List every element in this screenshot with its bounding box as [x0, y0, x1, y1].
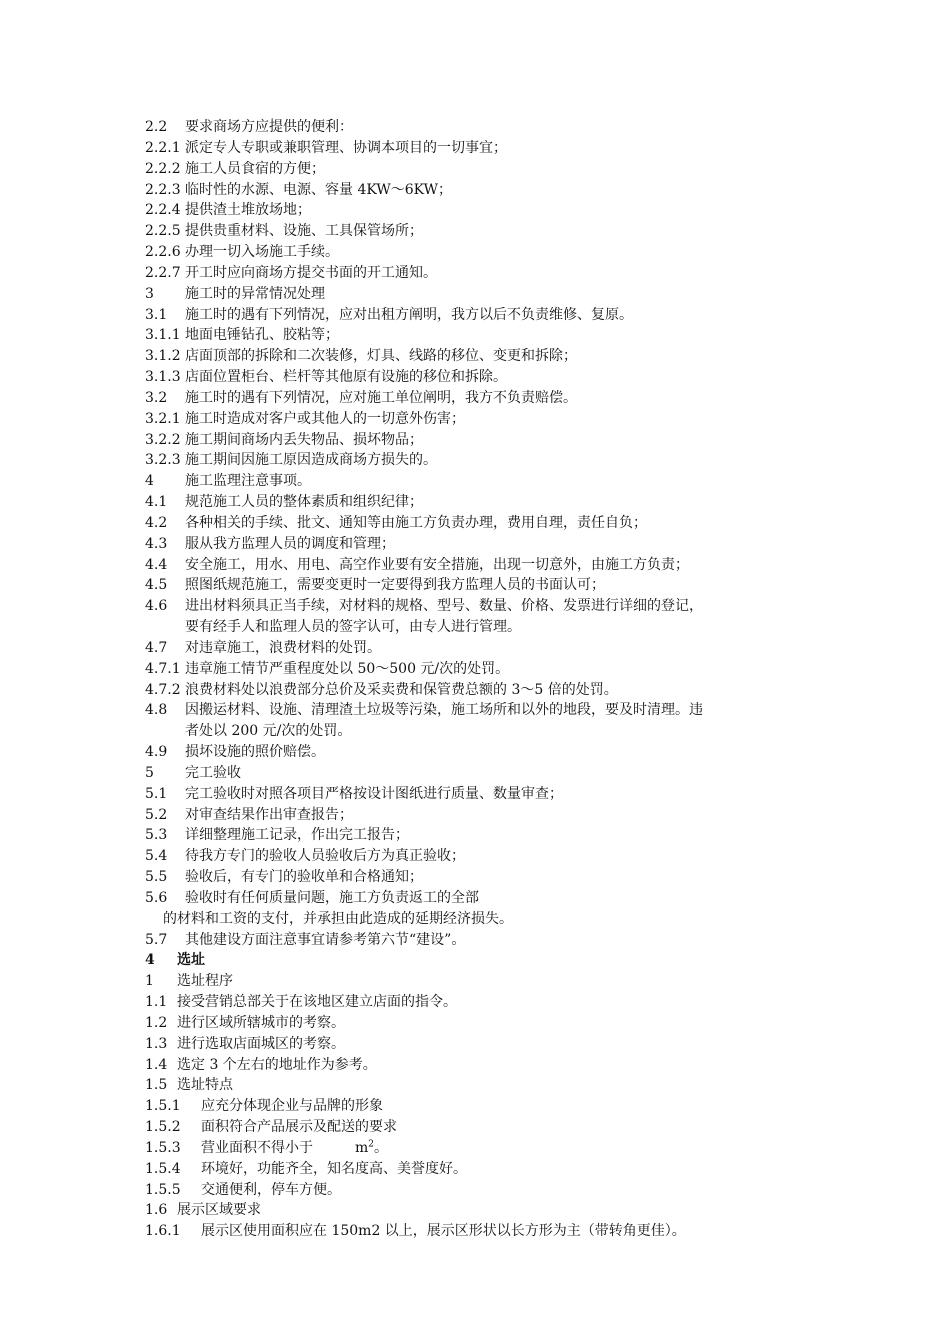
line-number: 2.2.7 — [145, 265, 181, 281]
line-text: 损坏设施的照价赔偿。 — [185, 744, 325, 760]
line-number: 1.5.2 — [145, 1119, 181, 1135]
line-text: 施工人员食宿的方便； — [185, 161, 325, 177]
line-number: 3.1.1 — [145, 327, 181, 343]
line-text: 者处以 200 元/次的处罚。 — [185, 723, 352, 739]
line-number: 2.2.5 — [145, 223, 181, 239]
line-text: 施工监理注意事项。 — [185, 473, 311, 489]
line-number: 3.1.3 — [145, 369, 181, 385]
line-text: 展示区域要求 — [177, 1202, 261, 1218]
line-text: 待我方专门的验收人员验收后方为真正验收； — [185, 848, 465, 864]
line-text: 施工时的遇有下列情况，应对施工单位阐明，我方不负责赔偿。 — [185, 390, 577, 406]
line-text: 地面电锤钻孔、胶粘等； — [185, 327, 339, 343]
line-text: 完工验收 — [185, 765, 241, 781]
line-text: 营业面积不得小于 — [201, 1140, 313, 1156]
line-text: 店面顶部的拆除和二次装修，灯具、线路的移位、变更和拆除； — [185, 348, 577, 364]
line-text: 选址特点 — [177, 1077, 233, 1093]
line-number: 1.5.5 — [145, 1182, 181, 1198]
line-number: 4.1 — [145, 494, 168, 510]
line-text: 详细整理施工记录，作出完工报告； — [185, 827, 409, 843]
line-text: 进行区域所辖城市的考察。 — [177, 1015, 345, 1031]
line-text: 对审查结果作出审查报告； — [185, 807, 353, 823]
line-number: 4.7.1 — [145, 661, 181, 677]
line-text: 施工时造成对客户或其他人的一切意外伤害； — [185, 411, 465, 427]
line-text: 要有经手人和监理人员的签字认可，由专人进行管理。 — [185, 619, 521, 635]
line-number: 4.7 — [145, 640, 168, 656]
line-number: 2.2.6 — [145, 244, 181, 260]
line-text: 办理一切入场施工手续。 — [185, 244, 339, 260]
line-number: 5.7 — [145, 932, 168, 948]
line-text: 店面位置柜台、栏杆等其他原有设施的移位和拆除。 — [185, 369, 507, 385]
line-text: 浪费材料处以浪费部分总价及采卖费和保管费总额的 3～5 倍的处罚。 — [185, 682, 618, 698]
line-number: 4.6 — [145, 598, 168, 614]
line-text: 环境好，功能齐全，知名度高、美誉度好。 — [201, 1161, 467, 1177]
line-number: 3.2.2 — [145, 432, 181, 448]
unit-tail: 。 — [374, 1140, 389, 1156]
line-text: 因搬运材料、设施、清理渣土垃圾等污染，施工场所和以外的地段，要及时清理。违 — [185, 702, 703, 718]
line-text: 验收后，有专门的验收单和合格通知； — [185, 869, 423, 885]
line-text: 对违章施工，浪费材料的处罚。 — [185, 640, 381, 656]
line-number: 3.1.2 — [145, 348, 181, 364]
line-number: 4.3 — [145, 536, 168, 552]
line-text: 选址程序 — [177, 973, 233, 989]
line-number: 4.4 — [145, 557, 168, 573]
line-number: 5 — [145, 765, 154, 781]
line-number: 1.5.3 — [145, 1140, 181, 1156]
line-number: 1 — [145, 973, 154, 989]
line-number: 4 — [145, 952, 155, 968]
line-text: 照图纸规范施工，需要变更时一定要得到我方监理人员的书面认可； — [185, 577, 605, 593]
line-text: 选定 3 个左右的地址作为参考。 — [177, 1057, 377, 1073]
line-text: 派定专人专职或兼职管理、协调本项目的一切事宜； — [185, 140, 507, 156]
line-number: 1.6.1 — [145, 1223, 181, 1239]
line-number: 3 — [145, 286, 154, 302]
line-text: 应充分体现企业与品牌的形象 — [201, 1098, 383, 1114]
line-text: 开工时应向商场方提交书面的开工通知。 — [185, 265, 437, 281]
line-text: 施工时的异常情况处理 — [185, 286, 325, 302]
line-text: 面积符合产品展示及配送的要求 — [201, 1119, 397, 1135]
line-text: 违章施工情节严重程度处以 50～500 元/次的处罚。 — [185, 661, 510, 677]
line-number: 5.6 — [145, 890, 168, 906]
line-number: 1.1 — [145, 994, 168, 1010]
line-text: 服从我方监理人员的调度和管理； — [185, 536, 395, 552]
line-text: 规范施工人员的整体素质和组织纪律； — [185, 494, 423, 510]
line-number: 3.2.3 — [145, 452, 181, 468]
line-text: 验收时有任何质量问题，施工方负责返工的全部 — [185, 890, 479, 906]
line-text: 施工期间因施工原因造成商场方损失的。 — [185, 452, 437, 468]
line-number: 5.5 — [145, 869, 168, 885]
line-text: 提供渣土堆放场地； — [185, 202, 311, 218]
line-number: 4.9 — [145, 744, 168, 760]
line-number: 1.2 — [145, 1015, 168, 1031]
line-text: 各种相关的手续、批文、通知等由施工方负责办理，费用自理，责任自负； — [185, 515, 647, 531]
line-number: 1.6 — [145, 1202, 168, 1218]
line-text: 的材料和工资的支付，并承担由此造成的延期经济损失。 — [163, 911, 513, 927]
line-number: 5.2 — [145, 807, 168, 823]
unit-superscript: 2 — [368, 1139, 375, 1150]
line-number: 2.2.4 — [145, 202, 181, 218]
line-number: 4.2 — [145, 515, 168, 531]
line-text: 其他建设方面注意事宜请参考第六节“建设”。 — [185, 932, 466, 948]
line-text: 选址 — [177, 952, 205, 968]
line-number: 3.1 — [145, 307, 168, 323]
line-text: 接受营销总部关于在该地区建立店面的指令。 — [177, 994, 457, 1010]
line-text: 施工期间商场内丢失物品、损坏物品； — [185, 432, 423, 448]
line-number: 1.4 — [145, 1057, 168, 1073]
line-number: 2.2.2 — [145, 161, 181, 177]
line-number: 4.8 — [145, 702, 168, 718]
line-number: 4 — [145, 473, 154, 489]
line-text: 进行选取店面城区的考察。 — [177, 1036, 345, 1052]
line-number: 1.5.1 — [145, 1098, 181, 1114]
line-number: 1.5 — [145, 1077, 168, 1093]
line-text: 施工时的遇有下列情况，应对出租方阐明，我方以后不负责维修、复原。 — [185, 307, 633, 323]
line-number: 3.2 — [145, 390, 168, 406]
line-number: 2.2.3 — [145, 182, 181, 198]
line-number: 4.5 — [145, 577, 168, 593]
line-number: 5.4 — [145, 848, 168, 864]
line-text: 要求商场方应提供的便利： — [185, 119, 353, 135]
line-number: 3.2.1 — [145, 411, 181, 427]
area-unit — [355, 1137, 388, 1159]
line-number: 2.2.1 — [145, 140, 181, 156]
line-number: 5.1 — [145, 786, 168, 802]
line-text: 临时性的水源、电源、容量 4KW～6KW； — [185, 182, 452, 198]
line-number: 2.2 — [145, 119, 168, 135]
line-text: 进出材料须具正当手续，对材料的规格、型号、数量、价格、发票进行详细的登记， — [185, 598, 703, 614]
line-text: 完工验收时对照各项目严格按设计图纸进行质量、数量审查； — [185, 786, 563, 802]
line-number: 4.7.2 — [145, 682, 181, 698]
unit-text: m — [355, 1140, 369, 1156]
line-number: 1.5.4 — [145, 1161, 181, 1177]
line-text: 安全施工，用水、用电、高空作业要有安全措施，出现一切意外，由施工方负责； — [185, 557, 689, 573]
line-number: 1.3 — [145, 1036, 168, 1052]
line-text: 交通便利，停车方便。 — [201, 1182, 341, 1198]
line-number: 5.3 — [145, 827, 168, 843]
line-text: 提供贵重材料、设施、工具保管场所； — [185, 223, 423, 239]
line-text: 展示区使用面积应在 150m2 以上，展示区形状以长方形为主（带转角更佳）。 — [201, 1223, 686, 1239]
